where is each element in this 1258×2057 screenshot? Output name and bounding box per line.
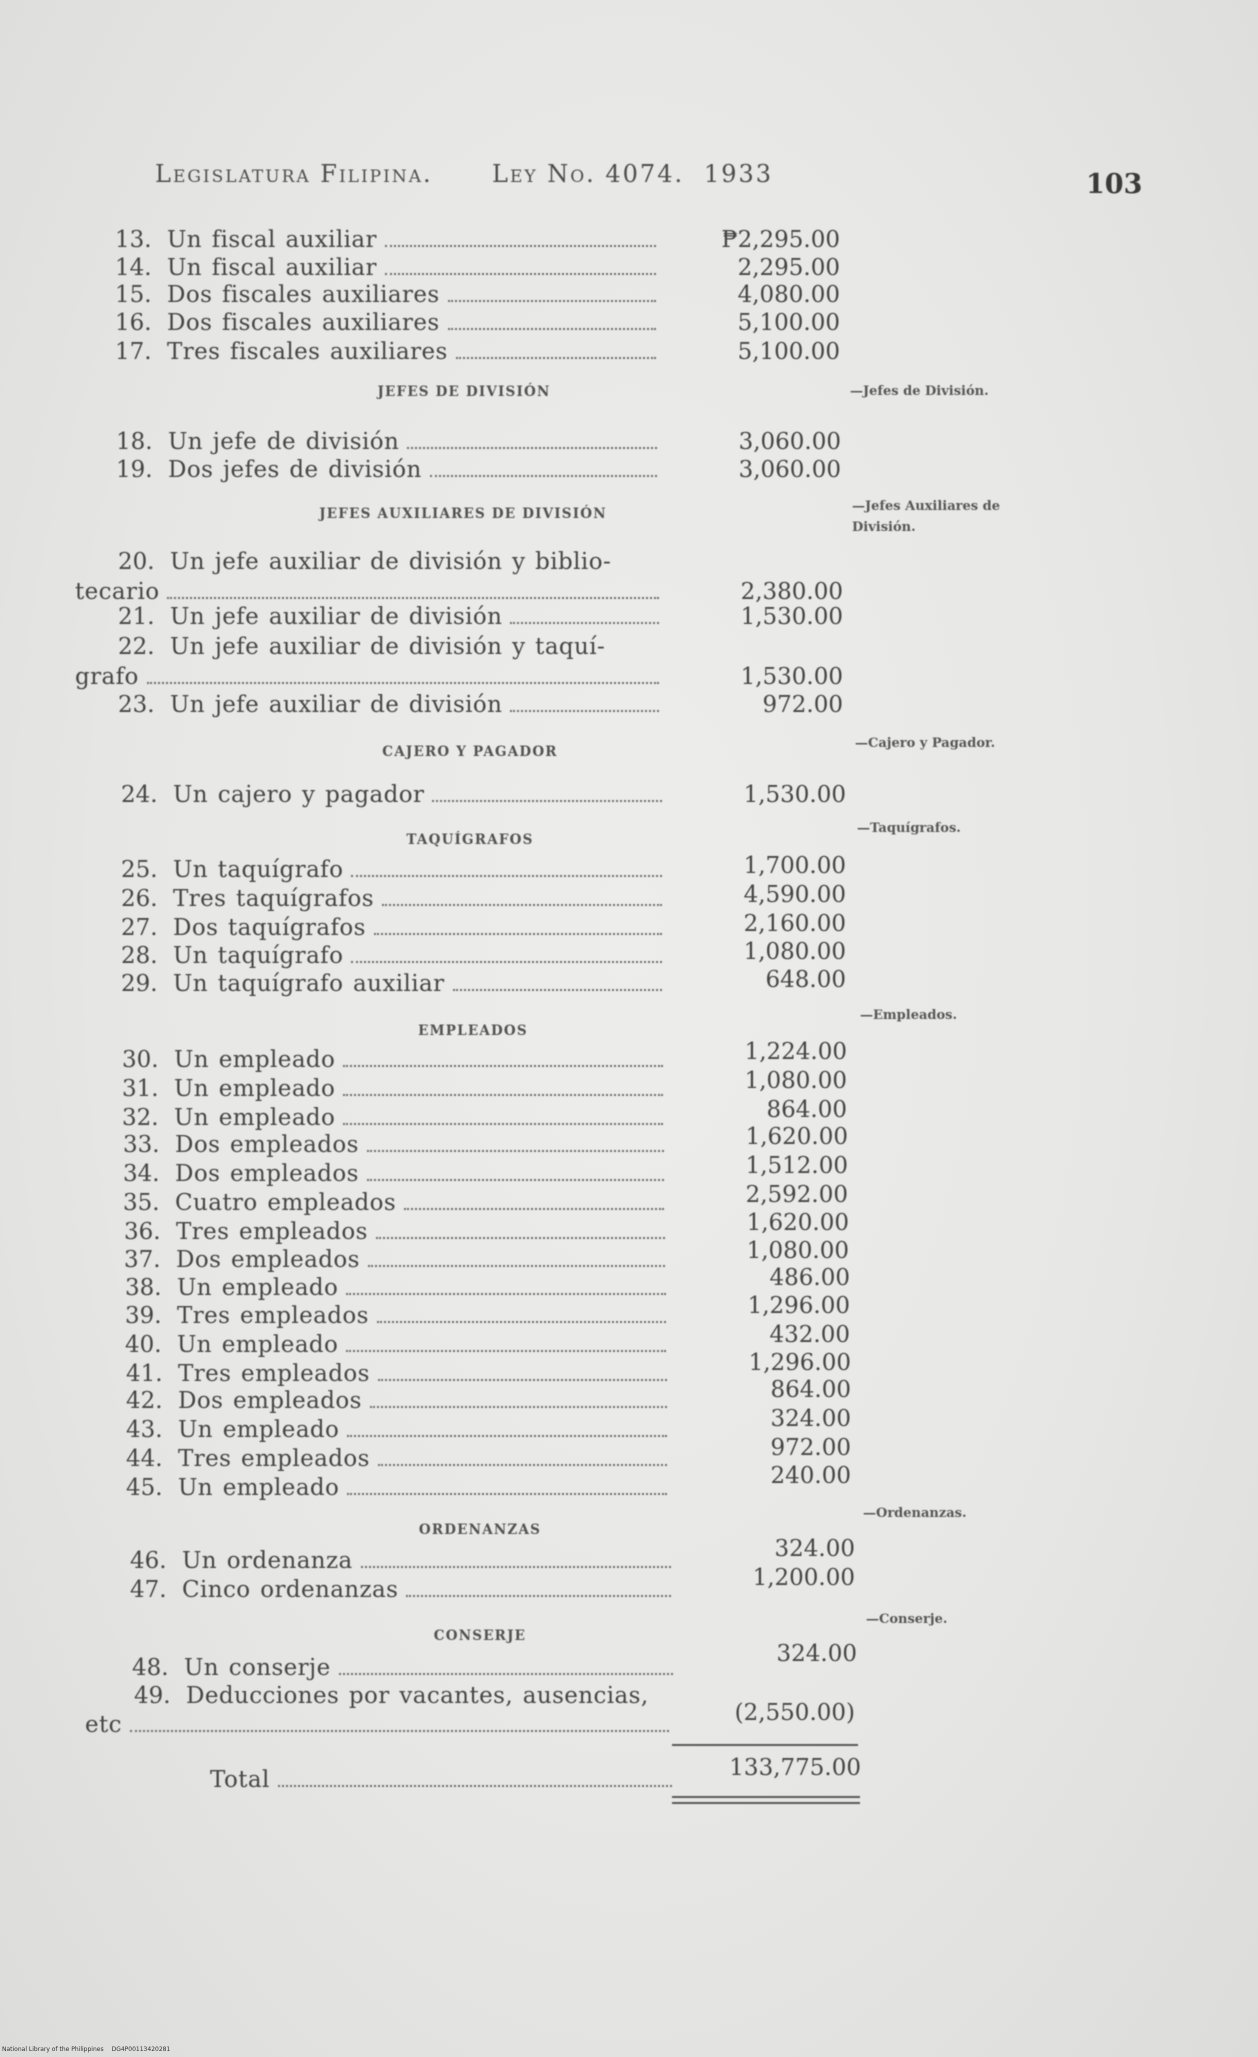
entry-description: Un cajero y pagador bbox=[173, 782, 425, 808]
entry-number: 38. bbox=[125, 1275, 162, 1301]
entry-number: 34. bbox=[123, 1161, 160, 1187]
entry-amount: 1,296.00 bbox=[748, 1350, 851, 1376]
running-title-publication: Legislatura Filipina. bbox=[155, 160, 433, 188]
dot-leader bbox=[378, 1379, 667, 1381]
section-heading: JEFES DE DIVISIÓN bbox=[377, 384, 551, 400]
subtotal-rule bbox=[672, 1744, 858, 1746]
entry-description: Un empleado bbox=[178, 1417, 340, 1443]
entry-amount: 4,590.00 bbox=[743, 882, 846, 908]
entry-amount: 2,295.00 bbox=[737, 255, 840, 281]
dot-leader bbox=[377, 1321, 666, 1323]
dot-leader bbox=[404, 1208, 664, 1210]
entry-description: Un empleado bbox=[177, 1332, 339, 1358]
entry-number: 30. bbox=[122, 1047, 159, 1073]
entry-number: 19. bbox=[116, 457, 153, 483]
dot-leader bbox=[343, 1094, 663, 1096]
entry-description: Cinco ordenanzas bbox=[182, 1577, 399, 1603]
dot-leader bbox=[347, 1435, 667, 1437]
entry-description: Tres empleados bbox=[176, 1219, 368, 1245]
entry-number: 28. bbox=[121, 943, 158, 969]
total-label: Total bbox=[210, 1767, 270, 1793]
entry-amount: (2,550.00) bbox=[734, 1700, 855, 1726]
entry-amount: 3,060.00 bbox=[738, 457, 841, 483]
dot-leader bbox=[147, 682, 659, 684]
entry-amount: 864.00 bbox=[766, 1097, 847, 1123]
entry-amount: 486.00 bbox=[769, 1265, 850, 1291]
entry-number: 39. bbox=[125, 1303, 162, 1329]
dot-leader bbox=[510, 622, 659, 624]
entry-description: Tres taquígrafos bbox=[173, 886, 374, 912]
entry-number: 37. bbox=[124, 1247, 161, 1273]
section-heading: CAJERO Y PAGADOR bbox=[382, 744, 558, 760]
entry-description: Dos empleados bbox=[178, 1388, 362, 1414]
dot-leader bbox=[346, 1350, 666, 1352]
entry-row bbox=[121, 967, 846, 998]
entry-number: 15. bbox=[115, 282, 152, 308]
entry-row bbox=[132, 1641, 857, 1682]
margin-note: —Conserje. bbox=[866, 1612, 948, 1627]
entry-number: 42. bbox=[126, 1388, 163, 1414]
entry-number: 40. bbox=[125, 1332, 162, 1358]
total-double-rule-bottom bbox=[672, 1802, 860, 1804]
dot-leader bbox=[278, 1785, 672, 1787]
entry-description: Un jefe auxiliar de división bbox=[170, 692, 503, 718]
entry-row-continuation bbox=[75, 663, 843, 691]
section-heading: CONSERJE bbox=[433, 1628, 527, 1644]
entry-row bbox=[118, 603, 843, 631]
entry-row bbox=[118, 691, 843, 719]
entry-number: 21. bbox=[118, 604, 155, 630]
entry-row-first-line bbox=[118, 633, 843, 661]
entry-number: 22. bbox=[118, 634, 155, 660]
entry-amount: 1,620.00 bbox=[745, 1124, 848, 1150]
dot-leader bbox=[378, 1464, 667, 1466]
entry-number: 27. bbox=[121, 915, 158, 941]
entry-amount: 324.00 bbox=[776, 1641, 857, 1667]
dot-leader bbox=[367, 1150, 664, 1152]
entry-number: 17. bbox=[115, 339, 152, 365]
scan-identifier: DG4P00113420281 bbox=[111, 2046, 171, 2053]
dot-leader bbox=[351, 875, 662, 877]
dot-leader bbox=[351, 961, 662, 963]
entry-amount: 240.00 bbox=[770, 1463, 851, 1489]
entry-row bbox=[115, 281, 840, 309]
entry-amount: 864.00 bbox=[770, 1377, 851, 1403]
entry-amount: 2,380.00 bbox=[740, 579, 843, 605]
dot-leader bbox=[448, 328, 656, 330]
entry-number: 26. bbox=[121, 886, 158, 912]
entry-description: Un empleado bbox=[174, 1105, 336, 1131]
entry-number: 31. bbox=[122, 1076, 159, 1102]
entry-description: Un jefe auxiliar de división y taquí- bbox=[170, 634, 606, 660]
margin-note: —Jefes de División. bbox=[850, 384, 989, 399]
entry-number: 41. bbox=[126, 1361, 163, 1387]
dot-leader bbox=[346, 1293, 666, 1295]
entry-description: Tres empleados bbox=[178, 1446, 370, 1472]
entry-row bbox=[121, 781, 846, 809]
entry-description: Un ordenanza bbox=[182, 1548, 353, 1574]
entry-amount: 1,530.00 bbox=[740, 604, 843, 630]
entry-row bbox=[126, 1463, 851, 1502]
entry-description: Dos empleados bbox=[175, 1132, 359, 1158]
entry-description-continuation: grafo bbox=[75, 664, 139, 690]
scan-watermark bbox=[2, 2046, 170, 2054]
entry-amount: 4,080.00 bbox=[737, 282, 840, 308]
margin-note: —Ordenanzas. bbox=[863, 1506, 967, 1521]
margin-note: —Cajero y Pagador. bbox=[855, 736, 996, 751]
entry-row bbox=[115, 226, 840, 254]
entry-number: 44. bbox=[126, 1446, 163, 1472]
entry-description-continuation: tecario bbox=[75, 579, 160, 605]
section-heading: JEFES AUXILIARES DE DIVISIÓN bbox=[319, 506, 607, 522]
library-name: National Library of the Philippines bbox=[2, 2046, 104, 2053]
entry-description: Dos empleados bbox=[176, 1247, 360, 1273]
entry-description: Un jefe auxiliar de división y biblio- bbox=[170, 549, 612, 575]
entry-row bbox=[116, 456, 841, 484]
entry-description: Un conserje bbox=[184, 1655, 331, 1681]
section-heading: ORDENANZAS bbox=[418, 1522, 542, 1538]
dot-leader bbox=[407, 447, 657, 449]
dot-leader bbox=[347, 1493, 667, 1495]
dot-leader bbox=[430, 475, 657, 477]
entry-amount: 432.00 bbox=[769, 1322, 850, 1348]
dot-leader bbox=[368, 1265, 665, 1267]
dot-leader bbox=[361, 1566, 671, 1568]
entry-number: 25. bbox=[121, 857, 158, 883]
entry-number: 29. bbox=[121, 971, 158, 997]
running-title-year: 1933 bbox=[704, 160, 774, 188]
entry-description: Un jefe de división bbox=[168, 429, 400, 455]
entry-number: 33. bbox=[123, 1132, 160, 1158]
entry-description: Tres empleados bbox=[178, 1361, 370, 1387]
entry-description: Un fiscal auxiliar bbox=[167, 255, 377, 281]
dot-leader bbox=[130, 1730, 669, 1732]
entry-number: 18. bbox=[116, 429, 153, 455]
section-heading: TAQUÍGRAFOS bbox=[406, 832, 534, 848]
dot-leader bbox=[406, 1595, 671, 1597]
entry-amount: 1,296.00 bbox=[747, 1293, 850, 1319]
dot-leader bbox=[510, 710, 659, 712]
entry-amount: 972.00 bbox=[770, 1435, 851, 1461]
entry-description: Cuatro empleados bbox=[175, 1190, 397, 1216]
entry-number: 48. bbox=[132, 1655, 169, 1681]
entry-row bbox=[121, 853, 846, 884]
entry-description: Un empleado bbox=[174, 1076, 336, 1102]
dot-leader bbox=[370, 1406, 667, 1408]
entry-description: Deducciones por vacantes, ausencias, bbox=[186, 1683, 649, 1709]
entry-amount: ₱2,295.00 bbox=[721, 227, 840, 253]
entry-row-continuation bbox=[85, 1700, 855, 1739]
page-number: 103 bbox=[1086, 169, 1143, 200]
entry-amount: 1,620.00 bbox=[746, 1210, 849, 1236]
entry-amount: 5,100.00 bbox=[737, 339, 840, 365]
entry-amount: 1,530.00 bbox=[743, 782, 846, 808]
entry-number: 45. bbox=[126, 1475, 163, 1501]
dot-leader bbox=[448, 300, 656, 302]
entry-number: 13. bbox=[115, 227, 152, 253]
entry-number: 20. bbox=[118, 549, 155, 575]
entry-row bbox=[116, 428, 841, 456]
total-row bbox=[210, 1755, 861, 1794]
entry-description: Dos fiscales auxiliares bbox=[167, 310, 440, 336]
entry-amount: 1,080.00 bbox=[746, 1238, 849, 1264]
dot-leader bbox=[367, 1179, 664, 1181]
section-heading: EMPLEADOS bbox=[418, 1023, 528, 1039]
entry-description: Un empleado bbox=[177, 1275, 339, 1301]
margin-note: —Empleados. bbox=[860, 1008, 957, 1023]
entry-row bbox=[115, 254, 840, 282]
entry-number: 46. bbox=[130, 1548, 167, 1574]
dot-leader bbox=[376, 1237, 665, 1239]
entry-amount: 1,530.00 bbox=[740, 664, 843, 690]
entry-description: Dos jefes de división bbox=[168, 457, 422, 483]
entry-description: Un taquígrafo auxiliar bbox=[173, 971, 445, 997]
entry-amount: 1,512.00 bbox=[745, 1153, 848, 1179]
entry-row bbox=[115, 338, 840, 366]
entry-amount: 1,224.00 bbox=[744, 1039, 847, 1065]
entry-number: 49. bbox=[134, 1683, 171, 1709]
entry-amount: 2,160.00 bbox=[743, 911, 846, 937]
total-amount: 133,775.00 bbox=[729, 1755, 861, 1781]
entry-amount: 2,592.00 bbox=[745, 1182, 848, 1208]
dot-leader bbox=[382, 904, 662, 906]
dot-leader bbox=[167, 597, 659, 599]
entry-row-first-line bbox=[118, 548, 843, 576]
entry-amount: 5,100.00 bbox=[737, 310, 840, 336]
entry-amount: 648.00 bbox=[765, 967, 846, 993]
dot-leader bbox=[374, 933, 662, 935]
entry-amount: 1,200.00 bbox=[752, 1565, 855, 1591]
entry-description: Un empleado bbox=[178, 1475, 340, 1501]
dot-leader bbox=[339, 1673, 673, 1675]
entry-number: 47. bbox=[130, 1577, 167, 1603]
entry-description: Un taquígrafo bbox=[173, 857, 344, 883]
entry-description: Dos fiscales auxiliares bbox=[167, 282, 440, 308]
entry-amount: 3,060.00 bbox=[738, 429, 841, 455]
entry-number: 14. bbox=[115, 255, 152, 281]
total-double-rule-top bbox=[672, 1796, 860, 1798]
entry-amount: 324.00 bbox=[774, 1536, 855, 1562]
entry-row bbox=[121, 882, 846, 913]
entry-number: 16. bbox=[115, 310, 152, 336]
entry-description: Tres empleados bbox=[177, 1303, 369, 1329]
entry-row-continuation bbox=[75, 578, 843, 606]
entry-description: Dos empleados bbox=[175, 1161, 359, 1187]
margin-note: —Jefes Auxiliares de División. bbox=[852, 499, 1000, 535]
entry-amount: 972.00 bbox=[762, 692, 843, 718]
entry-number: 24. bbox=[121, 782, 158, 808]
entry-description-continuation: etc bbox=[85, 1712, 122, 1738]
margin-note: —Taquígrafos. bbox=[857, 821, 961, 836]
entry-amount: 1,080.00 bbox=[743, 939, 846, 965]
entry-number: 43. bbox=[126, 1417, 163, 1443]
dot-leader bbox=[385, 245, 656, 247]
entry-row bbox=[115, 309, 840, 337]
entry-description: Tres fiscales auxiliares bbox=[167, 339, 448, 365]
dot-leader bbox=[456, 357, 656, 359]
entry-description: Un taquígrafo bbox=[173, 943, 344, 969]
entry-amount: 1,080.00 bbox=[744, 1068, 847, 1094]
entry-description: Dos taquígrafos bbox=[173, 915, 366, 941]
running-title-law: Ley No. 4074. bbox=[492, 160, 685, 188]
entry-amount: 324.00 bbox=[770, 1406, 851, 1432]
entry-description: Un jefe auxiliar de división bbox=[170, 604, 503, 630]
dot-leader bbox=[343, 1065, 663, 1067]
dot-leader bbox=[432, 800, 662, 802]
entry-row bbox=[130, 1565, 855, 1604]
entry-amount: 1,700.00 bbox=[743, 853, 846, 879]
dot-leader bbox=[385, 273, 656, 275]
entry-description: Un fiscal auxiliar bbox=[167, 227, 377, 253]
entry-number: 23. bbox=[118, 692, 155, 718]
entry-description: Un empleado bbox=[174, 1047, 336, 1073]
entry-number: 32. bbox=[122, 1105, 159, 1131]
dot-leader bbox=[343, 1123, 663, 1125]
entry-number: 35. bbox=[123, 1190, 160, 1216]
dot-leader bbox=[453, 989, 662, 991]
entry-number: 36. bbox=[124, 1219, 161, 1245]
